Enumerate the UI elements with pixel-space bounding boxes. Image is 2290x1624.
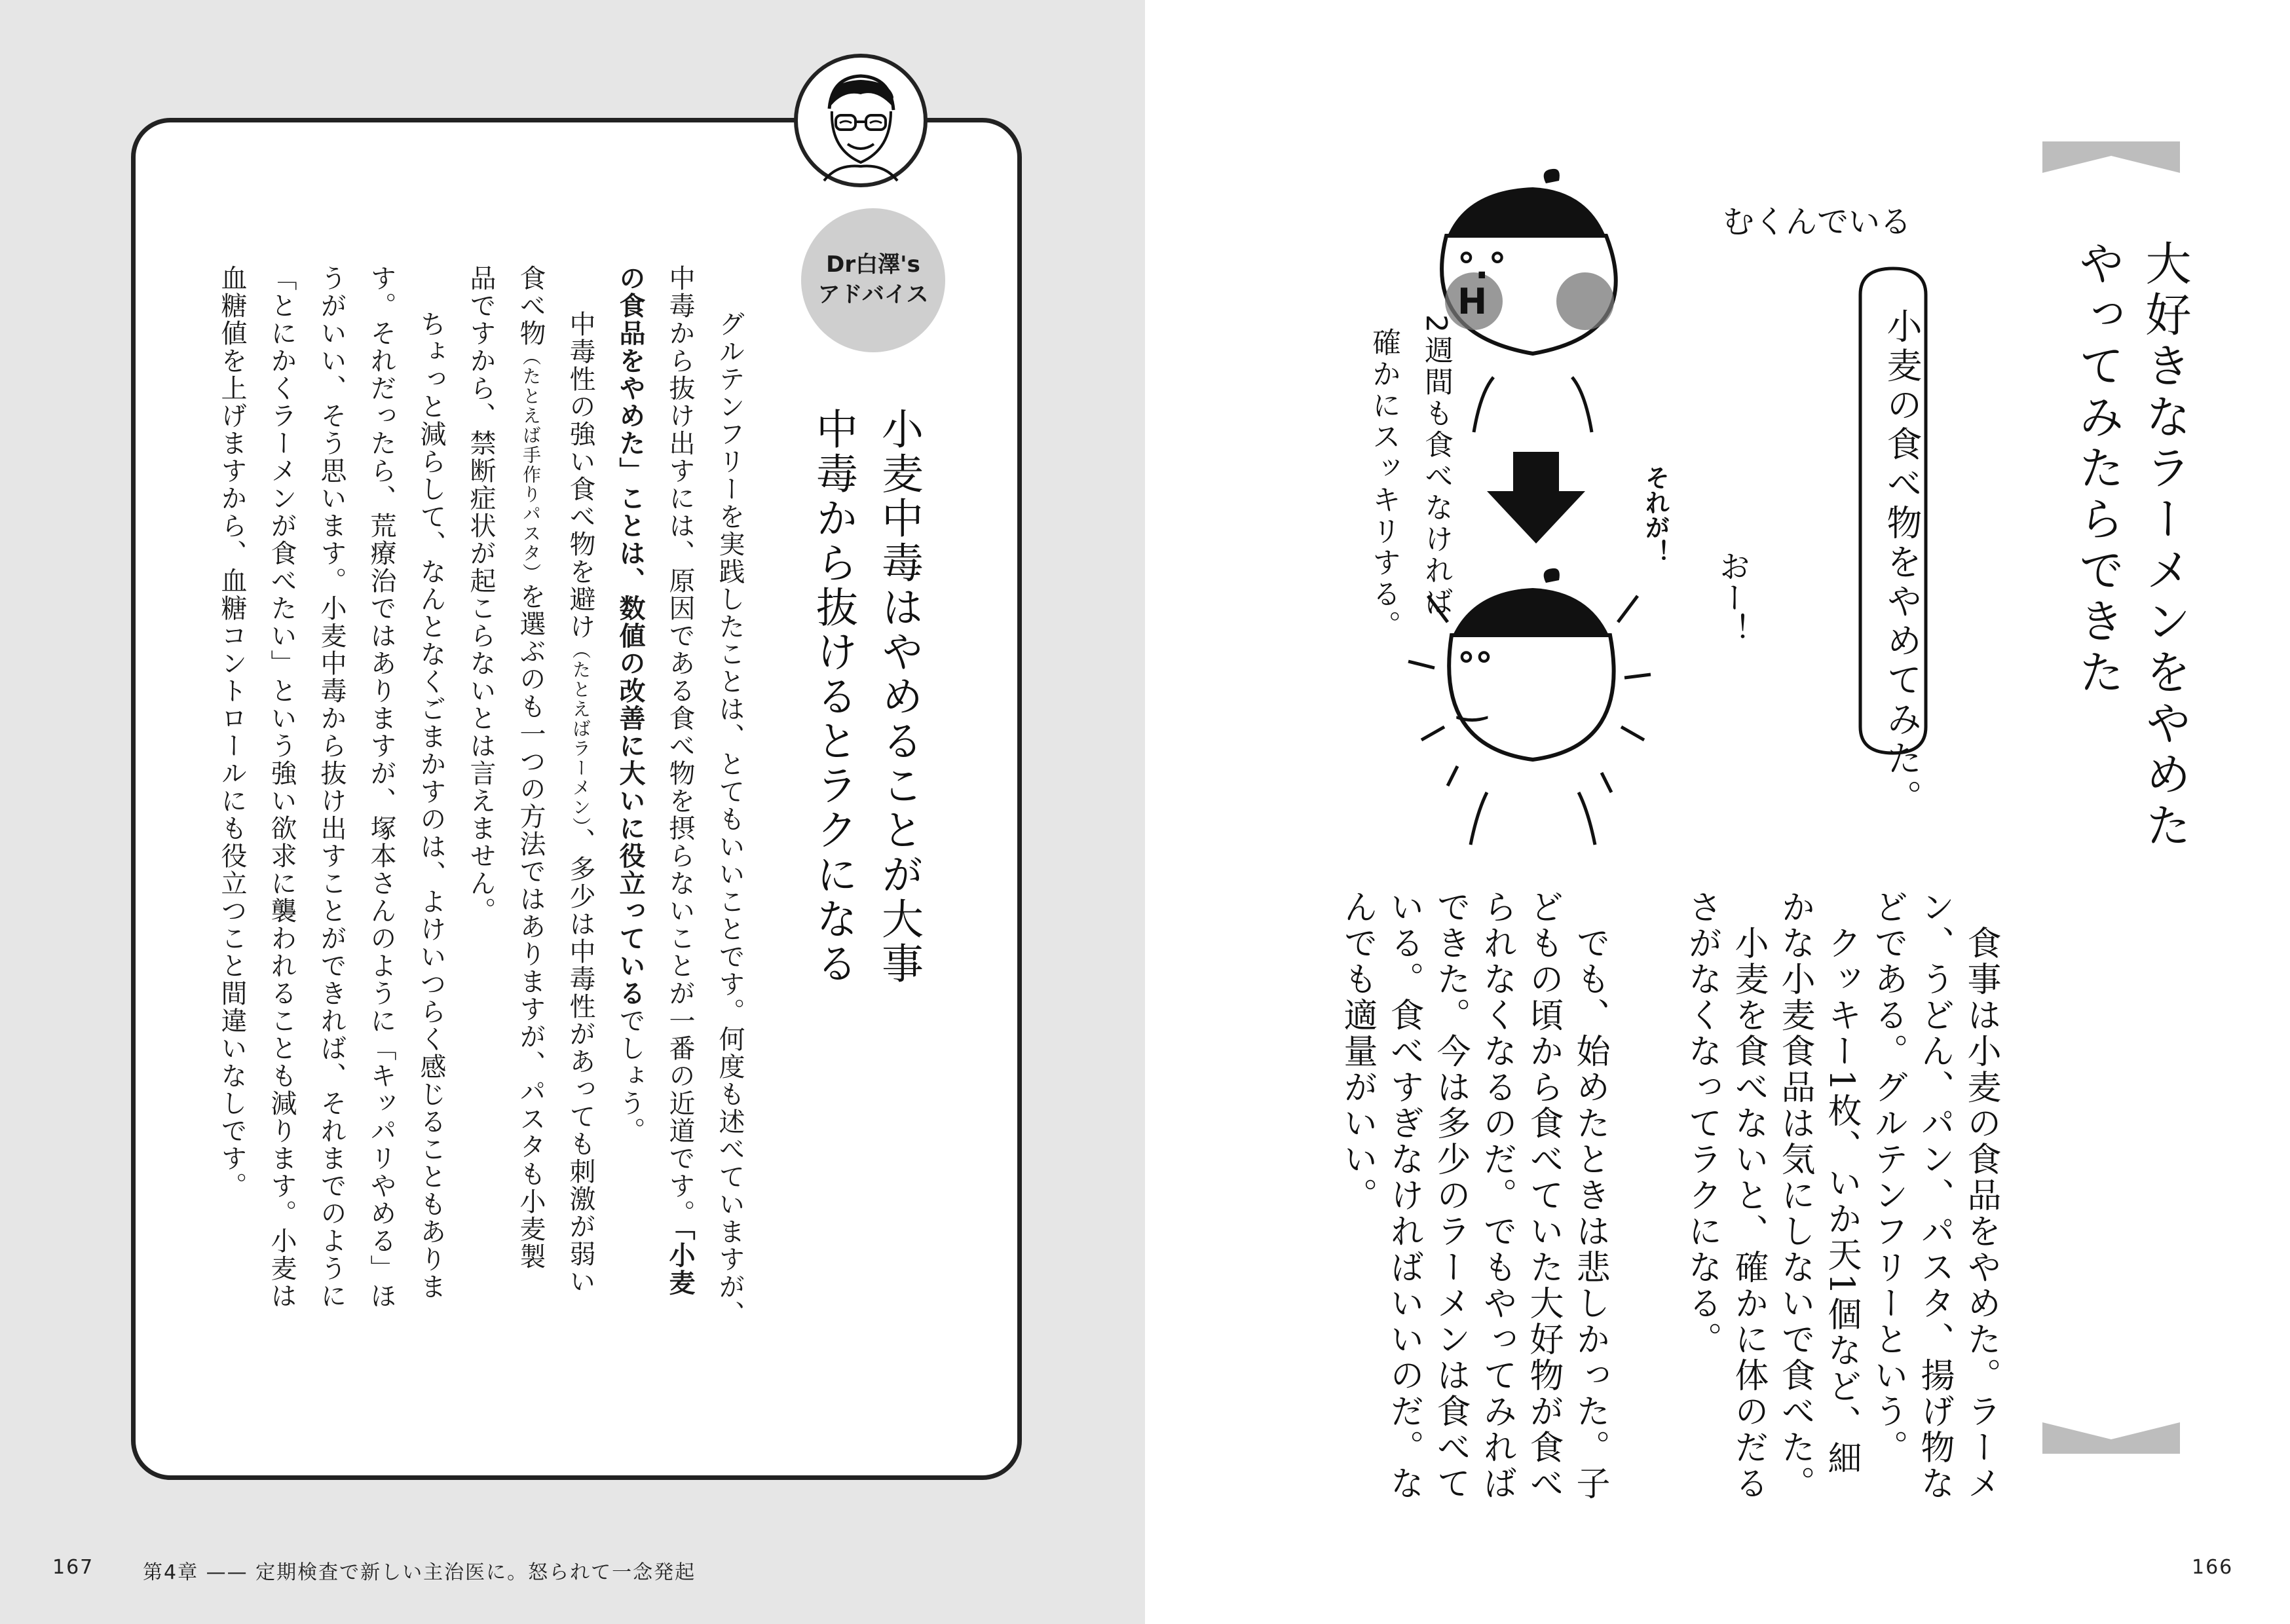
- advice-body-col: 血糖値を上げますから、血糖コントロールにも役立つこと間違いなしです。: [217, 265, 247, 1200]
- essay-body-col: 食事は小麦の食品をやめた。ラーメ: [1961, 889, 2000, 1502]
- advice-body-col: 中毒性の強い食べ物を避け（たとえばラーメン）、多少は中毒性があっても刺激が弱い: [565, 283, 595, 1295]
- essay-title-line1: 大好きなラーメンをやめた: [2138, 240, 2192, 853]
- label-left-2: 確かにスッキリする。: [1367, 327, 1400, 642]
- essay-body-col: ン、うどん、パン、パスタ、揚げ物な: [1915, 889, 1954, 1502]
- advice-body-col: ちょっと減らして、なんとなくごまかすのは、よけいつらく感じることもありま: [416, 283, 446, 1301]
- essay-title-line2: やってみたらできた: [2071, 240, 2125, 699]
- essay-body-col: どもの頃から食べていた大好物が食べ: [1524, 889, 1563, 1502]
- advice-body-col: 「とにかくラーメンが食べたい」という強い欲求に襲われることも減ります。小麦は: [267, 265, 297, 1310]
- advice-body-col: の食品をやめた」ことは、数値の改善に大いに役立っているでしょう。: [615, 265, 645, 1145]
- advice-body-col: グルテンフリーを実践したことは、とてもいいことです。何度も述べていますが、: [715, 283, 745, 1328]
- advice-body-col: 食べ物（たとえば手作りパスタ）を選ぶのも一つの方法ではありますが、パスタも小麦製: [516, 265, 546, 1270]
- label-left-1: 2週間も食べなければ: [1419, 314, 1453, 618]
- label-arrow: それが！: [1641, 465, 1670, 564]
- label-puffy: むくんでいる: [1723, 204, 1912, 240]
- essay-body-col: さがなくなってラクになる。: [1682, 889, 1721, 1357]
- advice-body-col: 中毒から抜け出すには、原因である食べ物を摂らないことが一番の近道です。「小麦: [665, 265, 695, 1297]
- advice-body-col: す。それだったら、荒療治ではありますが、塚本さんのように「キッパリやめる」ほ: [366, 265, 396, 1310]
- essay-body-col: でも、始めたときは悲しかった。子: [1570, 889, 1609, 1502]
- essay-body-col: かな小麦食品は気にしないで食べた。: [1775, 889, 1814, 1502]
- page-number-left: 167: [52, 1556, 94, 1579]
- essay-body-col: んでも適量がいい。: [1338, 889, 1377, 1213]
- advice-heading-line1: 小麦中毒はやめることが大事: [874, 407, 923, 986]
- banner-bottom-icon: [2042, 1422, 2180, 1454]
- advice-heading-line2: 中毒から抜けるとラクになる: [809, 407, 857, 986]
- essay-body-col: いる。食べすぎなければいいのだ。な: [1384, 889, 1423, 1502]
- doctor-face-icon: [798, 58, 924, 183]
- essay-body-col: できた。今は多少のラーメンは食べて: [1431, 889, 1470, 1502]
- advice-body-col: うがいい、そう思います。小麦中毒から抜け出すことができれば、それまでのように: [316, 265, 347, 1310]
- banner-top-icon: [2042, 141, 2180, 173]
- essay-body-col: クッキー1枚、いか天1個など、細: [1822, 889, 1861, 1477]
- advice-badge: [801, 208, 945, 352]
- essay-body-col: られなくなるのだ。でもやってみれば: [1477, 889, 1516, 1502]
- page-number-right: 166: [2192, 1556, 2234, 1579]
- speech-bubble-text: 小麦の食べ物をやめてみた。: [1881, 308, 1923, 819]
- advice-body-col: 品ですから、禁断症状が起こらないとは言えません。: [466, 265, 496, 925]
- essay-body-col: どである。グルテンフリーという。: [1868, 889, 1907, 1466]
- badge-line1: Dr白澤's: [826, 251, 920, 278]
- chapter-footer: 第4章 —— 定期検査で新しい主治医に。怒られて一念発起: [143, 1561, 696, 1584]
- essay-body-col: 小麦を食べないと、確かに体のだる: [1729, 889, 1768, 1502]
- badge-line2: アドバイス: [817, 282, 929, 308]
- label-after: おー！: [1714, 550, 1750, 644]
- face-after-features: °° ‿: [1457, 645, 1493, 722]
- face-before-features: °.° H: [1457, 246, 1507, 322]
- doctor-avatar: [794, 54, 928, 187]
- arrow-down-icon: [1487, 452, 1585, 544]
